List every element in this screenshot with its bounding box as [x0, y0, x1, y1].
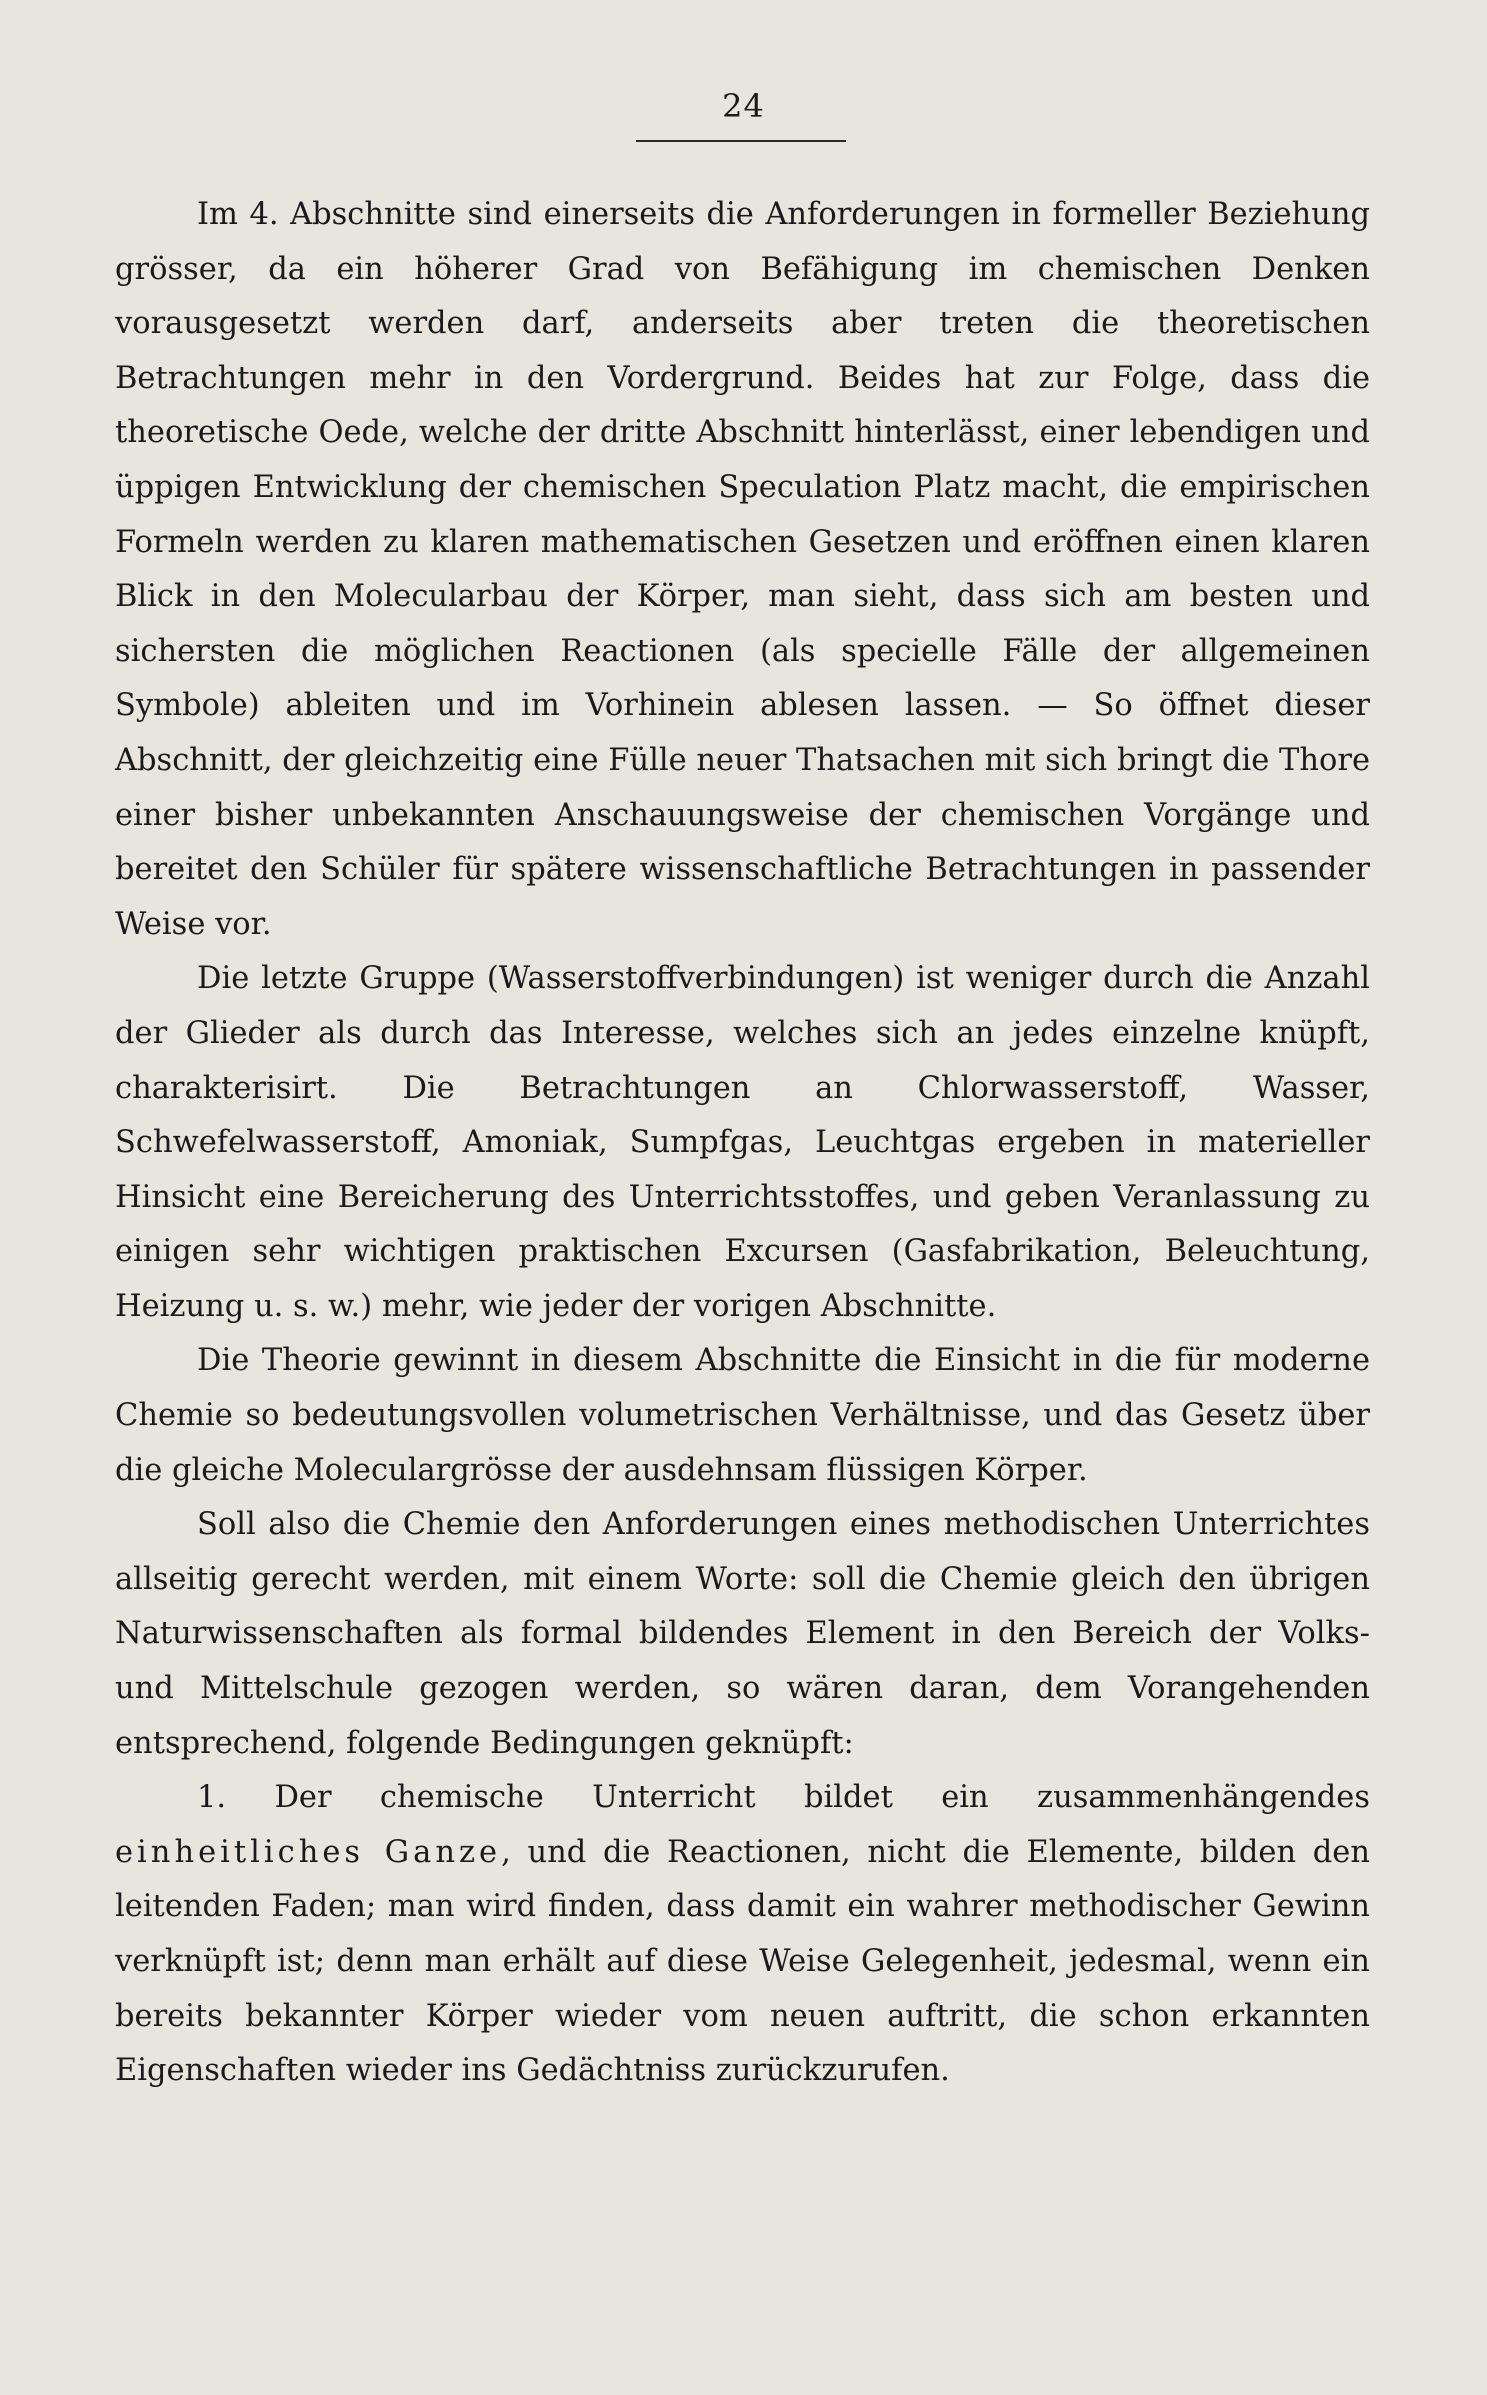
list-item-1-emphasis: einheitliches Ganze — [115, 1834, 502, 1870]
list-item-1-end: , und die Reactionen, nicht die Elemente, bilden den leitenden Faden; man wird finden, dass damit ein wahrer methodischer Gewinn verknüpft ist; denn man erhält auf diese Weise Gelegenheit, jedesmal, wenn ein bereits bekannter Körper wieder vom neuen auftritt, die schon erkannten Eigenschaften wieder ins Gedächtniss zurückzurufen. — [115, 1834, 1370, 2089]
paragraph-section-4: Im 4. Abschnitte sind einerseits die Anforderungen in formeller Beziehung grösser, da ein höherer Grad von Befähigung im chemischen Denken vorausgesetzt werden darf, anderseits aber treten die theoretischen Betrachtungen mehr in den Vordergrund. Beides hat zur Folge, dass die theoretische Oede, welche der dritte Abschnitt hinterlässt, einer lebendigen und üppigen Entwicklung der chemischen Speculation Platz macht, die empirischen Formeln werden zu klaren mathematischen Gesetzen und eröffnen einen klaren Blick in den Molecularbau der Körper, man sieht, dass sich am besten und sichersten die möglichen Reactionen (als specielle Fälle der allgemeinen Symbole) ableiten und im Vorhinein ablesen lassen. — So öffnet dieser Abschnitt, der gleichzeitig eine Fülle neuer Thatsachen mit sich bringt die Thore einer bisher unbekannten Anschauungsweise der chemischen Vorgänge und bereitet den Schüler für spätere wissenschaftliche Betrachtungen in passender Weise vor. — [115, 197, 1370, 942]
body-text — [115, 188, 1370, 2099]
paragraph-theory: Die Theorie gewinnt in diesem Abschnitte die Einsicht in die für moderne Chemie so bedeutungsvollen volumetrischen Verhältnisse, und das Gesetz über die gleiche Moleculargrösse der ausdehnsam flüssigen Körper. — [115, 1343, 1370, 1488]
paragraph-hydrogen-compounds: Die letzte Gruppe (Wasserstoffverbindungen) ist weniger durch die Anzahl der Glieder als durch das Interesse, welches sich an jedes einzelne knüpft, charakterisirt. Die Betrachtungen an Chlorwasserstoff, Wasser, Schwefelwasserstoff, Amoniak, Sumpfgas, Leuchtgas ergeben in materieller Hinsicht eine Bereicherung des Unterrichtsstoffes, und geben Veranlassung zu einigen sehr wichtigen praktischen Excursen (Gasfabrikation, Beleuchtung, Heizung u. s. w.) mehr, wie jeder der vorigen Abschnitte. — [115, 961, 1370, 1324]
page-number: 24 — [722, 87, 765, 125]
paragraph-conditions: Soll also die Chemie den Anforderungen eines methodischen Unterrichtes allseitig gerecht werden, mit einem Worte: soll die Chemie gleich den übrigen Naturwissenschaften als formal bildendes Element in den Bereich der Volks- und Mittelschule gezogen werden, so wären daran, dem Vorangehenden entsprechend, folgende Bedingungen geknüpft: — [115, 1507, 1370, 1761]
list-item-1-start: 1. Der chemische Unterricht bildet ein zusammenhängendes — [197, 1780, 1370, 1816]
page-number-rule — [636, 140, 846, 142]
list-item-1 — [115, 1771, 1370, 2099]
